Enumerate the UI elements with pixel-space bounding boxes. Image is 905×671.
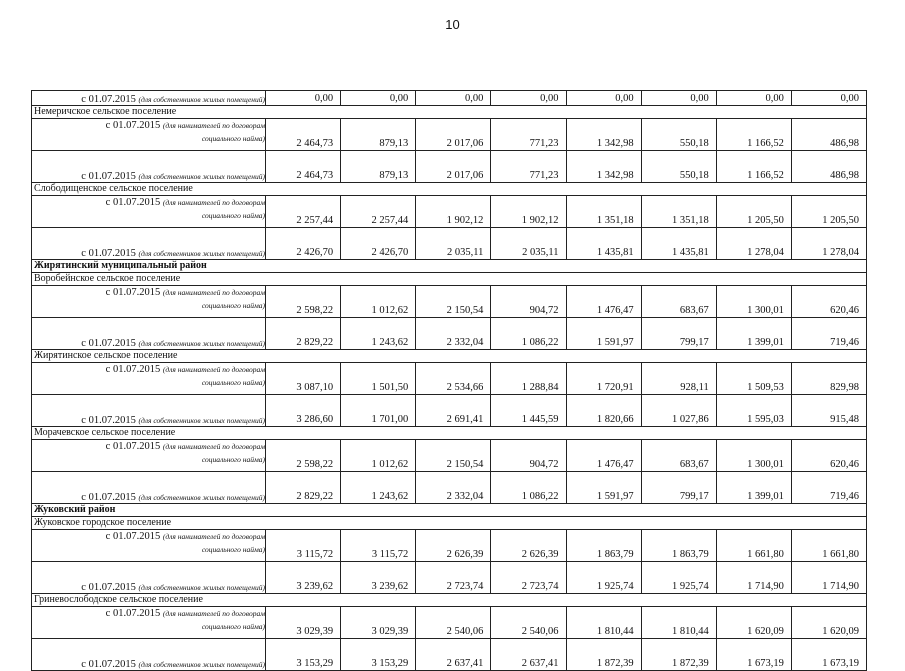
tariff-value: 1 661,80 [791, 530, 866, 562]
tariff-value: 1 086,22 [491, 318, 566, 350]
table-body [32, 91, 867, 671]
row-label [32, 395, 266, 427]
row-label [32, 607, 266, 639]
tariff-value: 1 714,90 [716, 562, 791, 594]
tariff-value: 1 720,91 [566, 363, 641, 395]
note-tenants-line1: (для нанимателей по договорам [162, 532, 265, 541]
tariff-value: 2 626,39 [416, 530, 491, 562]
row-label [32, 440, 266, 472]
note-owners: (для собственников жилых помещений) [138, 172, 265, 181]
note-tenants-line1: (для нанимателей по договорам [162, 288, 265, 297]
tariff-value: 683,67 [641, 286, 716, 318]
settlement-row [32, 350, 867, 363]
table-row-tenants [32, 363, 867, 395]
tariff-value: 0,00 [566, 91, 641, 106]
district-row [32, 260, 867, 273]
tariff-value: 879,13 [341, 151, 416, 183]
tariff-table [31, 90, 867, 671]
tariff-value: 1 620,09 [791, 607, 866, 639]
settlement-name: Морачевское сельское поселение [32, 427, 867, 440]
tariff-value: 1 591,97 [566, 472, 641, 504]
tariff-value: 683,67 [641, 440, 716, 472]
tariff-value: 3 115,72 [266, 530, 341, 562]
note-tenants-line2: социального найма) [201, 545, 265, 554]
note-tenants-line2: социального найма) [201, 134, 265, 143]
note-owners: (для собственников жилых помещений) [138, 416, 265, 425]
settlement-row [32, 594, 867, 607]
tariff-value: 3 239,62 [341, 562, 416, 594]
tariff-value: 2 540,06 [416, 607, 491, 639]
tariff-value: 1 342,98 [566, 119, 641, 151]
tariff-value: 3 029,39 [266, 607, 341, 639]
settlement-row [32, 106, 867, 119]
tariff-value: 550,18 [641, 119, 716, 151]
note-owners: (для собственников жилых помещений) [138, 660, 265, 669]
tariff-value: 1 351,18 [566, 196, 641, 228]
table-row-tenants [32, 440, 867, 472]
tariff-value: 2 626,39 [491, 530, 566, 562]
table-row-owners [32, 151, 867, 183]
table-row-tenants [32, 286, 867, 318]
tariff-value: 2 257,44 [266, 196, 341, 228]
table-row-tenants [32, 119, 867, 151]
row-label [32, 91, 266, 106]
tariff-value: 2 017,06 [416, 119, 491, 151]
tariff-value: 3 153,29 [341, 639, 416, 671]
tariff-value: 771,23 [491, 151, 566, 183]
note-tenants-line2: социального найма) [201, 622, 265, 631]
settlement-name: Жуковское городское поселение [32, 517, 867, 530]
table-row-owners [32, 472, 867, 504]
note-owners: (для собственников жилых помещений) [138, 249, 265, 258]
row-label [32, 530, 266, 562]
tariff-value: 1 399,01 [716, 318, 791, 350]
tariff-value: 1 591,97 [566, 318, 641, 350]
row-label [32, 119, 266, 151]
tariff-value: 2 691,41 [416, 395, 491, 427]
tariff-value: 0,00 [341, 91, 416, 106]
tariff-value: 915,48 [791, 395, 866, 427]
tariff-value: 2 598,22 [266, 286, 341, 318]
row-label [32, 228, 266, 260]
tariff-value: 1 673,19 [791, 639, 866, 671]
tariff-value: 1 027,86 [641, 395, 716, 427]
tariff-value: 904,72 [491, 286, 566, 318]
tariff-value: 2 723,74 [491, 562, 566, 594]
tariff-value: 1 205,50 [716, 196, 791, 228]
note-owners: (для собственников жилых помещений) [138, 493, 265, 502]
table-row-tenants [32, 607, 867, 639]
tariff-value: 550,18 [641, 151, 716, 183]
table-row-tenants [32, 530, 867, 562]
tariff-value: 1 476,47 [566, 286, 641, 318]
date-prefix: с 01.07.2015 [81, 248, 136, 259]
tariff-value: 2 426,70 [341, 228, 416, 260]
table-row-owners [32, 318, 867, 350]
date-prefix: с 01.07.2015 [81, 171, 136, 182]
tariff-value: 1 278,04 [791, 228, 866, 260]
page-number: 10 [445, 17, 460, 32]
tariff-value: 486,98 [791, 151, 866, 183]
tariff-value: 1 086,22 [491, 472, 566, 504]
settlement-name: Слободищенское сельское поселение [32, 183, 867, 196]
note-owners: (для собственников жилых помещений) [138, 95, 265, 104]
tariff-value: 3 153,29 [266, 639, 341, 671]
settlement-name: Немеричское сельское поселение [32, 106, 867, 119]
date-prefix: с 01.07.2015 [105, 197, 161, 208]
tariff-value: 1 435,81 [566, 228, 641, 260]
row-label [32, 562, 266, 594]
date-prefix: с 01.07.2015 [81, 415, 136, 426]
tariff-value: 1 243,62 [341, 472, 416, 504]
tariff-value: 1 288,84 [491, 363, 566, 395]
settlement-row [32, 273, 867, 286]
tariff-value: 2 035,11 [416, 228, 491, 260]
date-prefix: с 01.07.2015 [105, 287, 161, 298]
district-row [32, 504, 867, 517]
tariff-value: 879,13 [341, 119, 416, 151]
date-prefix: с 01.07.2015 [81, 492, 136, 503]
row-label [32, 286, 266, 318]
date-prefix: с 01.07.2015 [105, 364, 161, 375]
tariff-value: 2 332,04 [416, 472, 491, 504]
tariff-value: 1 300,01 [716, 286, 791, 318]
tariff-value: 771,23 [491, 119, 566, 151]
tariff-value: 1 342,98 [566, 151, 641, 183]
tariff-value: 1 673,19 [716, 639, 791, 671]
date-prefix: с 01.07.2015 [81, 338, 136, 349]
note-tenants-line2: социального найма) [201, 211, 265, 220]
tariff-value: 1 012,62 [341, 440, 416, 472]
row-label [32, 472, 266, 504]
settlement-row [32, 183, 867, 196]
tariff-value: 1 620,09 [716, 607, 791, 639]
tariff-value: 3 087,10 [266, 363, 341, 395]
tariff-value: 0,00 [716, 91, 791, 106]
date-prefix: с 01.07.2015 [105, 608, 161, 619]
tariff-value: 3 029,39 [341, 607, 416, 639]
date-prefix: с 01.07.2015 [105, 531, 161, 542]
tariff-value: 1 300,01 [716, 440, 791, 472]
tariff-value: 0,00 [266, 91, 341, 106]
tariff-value: 1 501,50 [341, 363, 416, 395]
tariff-value: 1 902,12 [491, 196, 566, 228]
tariff-value: 1 872,39 [641, 639, 716, 671]
row-label [32, 196, 266, 228]
tariff-value: 2 150,54 [416, 286, 491, 318]
tariff-value: 1 205,50 [791, 196, 866, 228]
tariff-value: 2 829,22 [266, 318, 341, 350]
tariff-value: 3 286,60 [266, 395, 341, 427]
tariff-value: 1 872,39 [566, 639, 641, 671]
table-row-tenants [32, 196, 867, 228]
tariff-value: 0,00 [791, 91, 866, 106]
note-tenants-line2: социального найма) [201, 378, 265, 387]
tariff-value: 2 426,70 [266, 228, 341, 260]
tariff-value: 2 035,11 [491, 228, 566, 260]
tariff-value: 1 166,52 [716, 151, 791, 183]
tariff-value: 2 464,73 [266, 151, 341, 183]
row-label [32, 363, 266, 395]
tariff-value: 2 534,66 [416, 363, 491, 395]
settlement-name: Воробейнское сельское поселение [32, 273, 867, 286]
tariff-value: 1 509,53 [716, 363, 791, 395]
note-tenants-line1: (для нанимателей по договорам [162, 198, 265, 207]
settlement-row [32, 517, 867, 530]
note-tenants-line1: (для нанимателей по договорам [162, 121, 265, 130]
settlement-row [32, 427, 867, 440]
note-tenants-line1: (для нанимателей по договорам [162, 365, 265, 374]
tariff-value: 2 637,41 [491, 639, 566, 671]
tariff-value: 2 257,44 [341, 196, 416, 228]
table-row-owners [32, 228, 867, 260]
settlement-name: Гриневослободское сельское поселение [32, 594, 867, 607]
tariff-value: 799,17 [641, 472, 716, 504]
tariff-value: 1 445,59 [491, 395, 566, 427]
table-row-owners [32, 91, 867, 106]
tariff-value: 1 243,62 [341, 318, 416, 350]
tariff-value: 2 150,54 [416, 440, 491, 472]
row-label [32, 318, 266, 350]
tariff-value: 829,98 [791, 363, 866, 395]
tariff-value: 1 278,04 [716, 228, 791, 260]
note-tenants-line2: социального найма) [201, 301, 265, 310]
row-label [32, 151, 266, 183]
tariff-value: 1 476,47 [566, 440, 641, 472]
tariff-value: 620,46 [791, 440, 866, 472]
row-label [32, 639, 266, 671]
tariff-value: 0,00 [641, 91, 716, 106]
tariff-value: 1 012,62 [341, 286, 416, 318]
tariff-value: 1 399,01 [716, 472, 791, 504]
date-prefix: с 01.07.2015 [105, 441, 161, 452]
tariff-value: 2 637,41 [416, 639, 491, 671]
tariff-value: 1 925,74 [641, 562, 716, 594]
tariff-value: 1 661,80 [716, 530, 791, 562]
date-prefix: с 01.07.2015 [81, 94, 136, 105]
note-owners: (для собственников жилых помещений) [138, 339, 265, 348]
tariff-value: 2 017,06 [416, 151, 491, 183]
tariff-value: 1 701,00 [341, 395, 416, 427]
tariff-value: 2 332,04 [416, 318, 491, 350]
tariff-value: 1 810,44 [566, 607, 641, 639]
tariff-value: 2 464,73 [266, 119, 341, 151]
tariff-value: 904,72 [491, 440, 566, 472]
tariff-value: 928,11 [641, 363, 716, 395]
table-row-owners [32, 639, 867, 671]
tariff-value: 486,98 [791, 119, 866, 151]
tariff-value: 1 863,79 [566, 530, 641, 562]
note-owners: (для собственников жилых помещений) [138, 583, 265, 592]
tariff-value: 0,00 [491, 91, 566, 106]
tariff-value: 1 595,03 [716, 395, 791, 427]
settlement-name: Жирятинское сельское поселение [32, 350, 867, 363]
table-row-owners [32, 395, 867, 427]
tariff-value: 0,00 [416, 91, 491, 106]
tariff-value: 719,46 [791, 318, 866, 350]
note-tenants-line2: социального найма) [201, 455, 265, 464]
date-prefix: с 01.07.2015 [105, 120, 161, 131]
tariff-value: 1 820,66 [566, 395, 641, 427]
tariff-value: 1 351,18 [641, 196, 716, 228]
table-row-owners [32, 562, 867, 594]
tariff-value: 620,46 [791, 286, 866, 318]
district-name: Жирятинский муниципальный район [32, 260, 867, 273]
tariff-value: 2 540,06 [491, 607, 566, 639]
tariff-value: 2 829,22 [266, 472, 341, 504]
tariff-value: 1 714,90 [791, 562, 866, 594]
tariff-value: 3 115,72 [341, 530, 416, 562]
tariff-value: 2 598,22 [266, 440, 341, 472]
tariff-value: 1 902,12 [416, 196, 491, 228]
tariff-value: 1 435,81 [641, 228, 716, 260]
date-prefix: с 01.07.2015 [81, 659, 136, 670]
tariff-value: 719,46 [791, 472, 866, 504]
tariff-value: 1 863,79 [641, 530, 716, 562]
tariff-value: 799,17 [641, 318, 716, 350]
tariff-value: 2 723,74 [416, 562, 491, 594]
tariff-value: 3 239,62 [266, 562, 341, 594]
date-prefix: с 01.07.2015 [81, 582, 136, 593]
tariff-value: 1 925,74 [566, 562, 641, 594]
tariff-value: 1 166,52 [716, 119, 791, 151]
note-tenants-line1: (для нанимателей по договорам [162, 442, 265, 451]
note-tenants-line1: (для нанимателей по договорам [162, 609, 265, 618]
tariff-value: 1 810,44 [641, 607, 716, 639]
district-name: Жуковский район [32, 504, 867, 517]
